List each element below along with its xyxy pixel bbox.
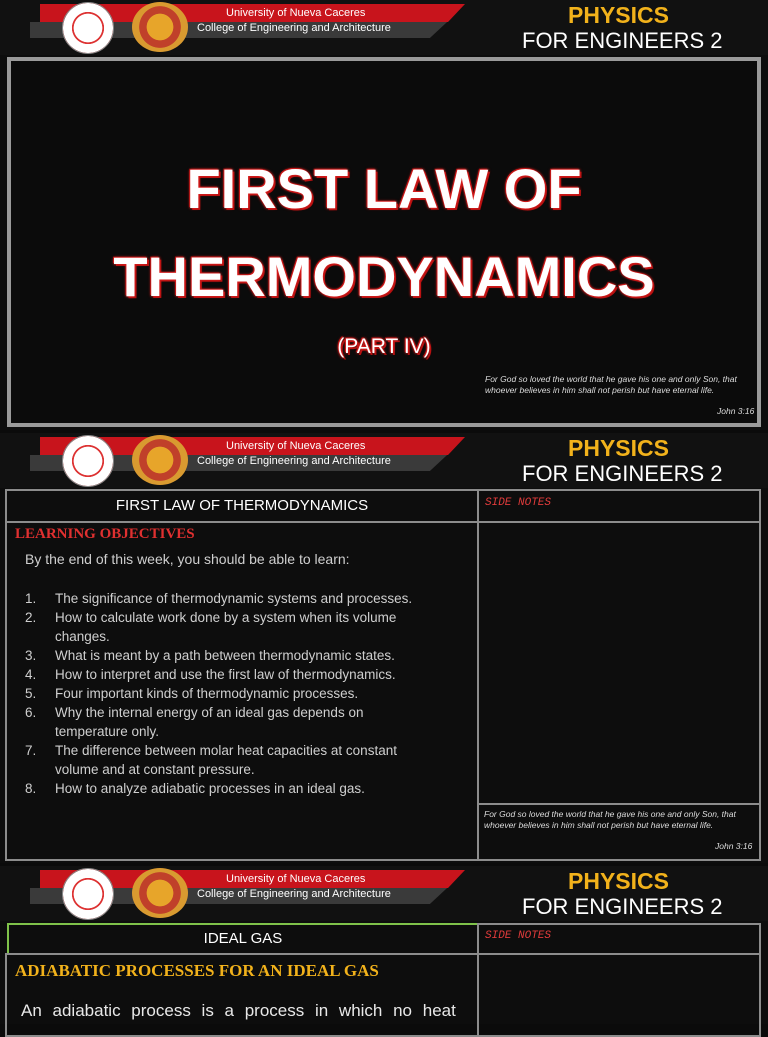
college-name: College of Engineering and Architecture: [197, 22, 391, 34]
slide-header: [0, 0, 768, 55]
university-name: University of Nueva Caceres: [226, 873, 366, 885]
side-notes-label: SIDE NOTES: [485, 497, 552, 509]
course-title: PHYSICS: [568, 2, 669, 28]
university-seal-icon: [62, 868, 114, 920]
objective-text-cont: changes.: [55, 629, 110, 644]
college-name: College of Engineering and Architecture: [197, 455, 391, 467]
objective-number: 7.: [25, 743, 37, 758]
objectives-list: [25, 589, 465, 798]
title-frame: [7, 57, 761, 427]
slide-heading: IDEAL GAS: [203, 930, 283, 947]
slide-1: [0, 0, 768, 430]
course-subtitle: FOR ENGINEERS 2: [522, 894, 723, 919]
objective-text: Why the internal energy of an ideal gas depends on: [55, 705, 364, 720]
side-notes-cell: [477, 521, 761, 805]
content-cell: [5, 953, 479, 1037]
objective-text: How to calculate work done by a system when its volume: [55, 610, 397, 625]
bible-verse-ref: John 3:16: [717, 406, 755, 416]
objective-number: 4.: [25, 667, 37, 682]
objective-number: 2.: [25, 610, 37, 625]
bible-verse-ref: John 3:16: [715, 841, 753, 851]
objective-item: [25, 741, 465, 779]
slide-title-line2: THERMODYNAMICS: [113, 245, 655, 308]
objective-text-cont: volume and at constant pressure.: [55, 762, 255, 777]
objective-text: How to interpret and use the first law of thermodynamics.: [55, 667, 396, 682]
objective-number: 1.: [25, 591, 37, 606]
objective-text-cont: temperature only.: [55, 724, 160, 739]
slide-header: [0, 433, 768, 488]
side-notes-label: SIDE NOTES: [485, 930, 552, 942]
bible-verse: For God so loved the world that he gave his one and only Son, that whoever believes in him shall not perish but have eternal life.: [484, 809, 736, 830]
slide-2: [0, 433, 768, 863]
objective-text: How to analyze adiabatic processes in an ideal gas.: [55, 781, 365, 796]
objective-text: The difference between molar heat capacities at constant: [55, 743, 397, 758]
objective-item: [25, 589, 465, 608]
slide-3: [0, 866, 768, 1024]
course-title: PHYSICS: [568, 868, 669, 894]
college-seal-icon: [132, 868, 188, 918]
college-seal-icon: [132, 2, 188, 52]
section-title: LEARNING OBJECTIVES: [15, 526, 195, 542]
side-notes-header-cell: [477, 489, 761, 523]
slide-part-label: (PART IV): [337, 335, 431, 358]
content-cell: [5, 521, 479, 861]
heading-cell: [7, 923, 479, 955]
side-notes-cell: [477, 953, 761, 1037]
college-seal-icon: [132, 435, 188, 485]
objective-text: Four important kinds of thermodynamic processes.: [55, 686, 359, 701]
course-subtitle: FOR ENGINEERS 2: [522, 28, 723, 53]
verse-cell: [477, 803, 761, 861]
university-seal-icon: [62, 2, 114, 54]
slide-heading: FIRST LAW OF THERMODYNAMICS: [115, 497, 369, 514]
objective-number: 5.: [25, 686, 37, 701]
objective-item: [25, 646, 465, 665]
objective-item: [25, 703, 465, 741]
slide-title-line1: FIRST LAW OF: [186, 157, 582, 220]
section-title: ADIABATIC PROCESSES FOR AN IDEAL GAS: [15, 961, 379, 980]
objective-item: [25, 779, 465, 798]
course-title: PHYSICS: [568, 435, 669, 461]
objective-item: [25, 608, 465, 646]
bible-verse: For God so loved the world that he gave his one and only Son, that whoever believes in him shall not perish but have eternal life.: [485, 374, 737, 395]
objective-number: 6.: [25, 705, 37, 720]
objective-number: 8.: [25, 781, 37, 796]
side-notes-header-cell: [477, 923, 761, 955]
objective-item: [25, 665, 465, 684]
university-seal-icon: [62, 435, 114, 487]
body-text: An adiabatic process is a process in which no heat: [21, 1001, 456, 1020]
intro-text: By the end of this week, you should be able to learn:: [25, 551, 350, 567]
objective-text: The significance of thermodynamic systems and processes.: [55, 591, 413, 606]
objective-number: 3.: [25, 648, 37, 663]
university-name: University of Nueva Caceres: [226, 7, 366, 19]
objective-text: What is meant by a path between thermodynamic states.: [55, 648, 395, 663]
college-name: College of Engineering and Architecture: [197, 888, 391, 900]
objective-item: [25, 684, 465, 703]
heading-cell: [5, 489, 479, 523]
slide-header: [0, 866, 768, 921]
course-subtitle: FOR ENGINEERS 2: [522, 461, 723, 486]
university-name: University of Nueva Caceres: [226, 440, 366, 452]
